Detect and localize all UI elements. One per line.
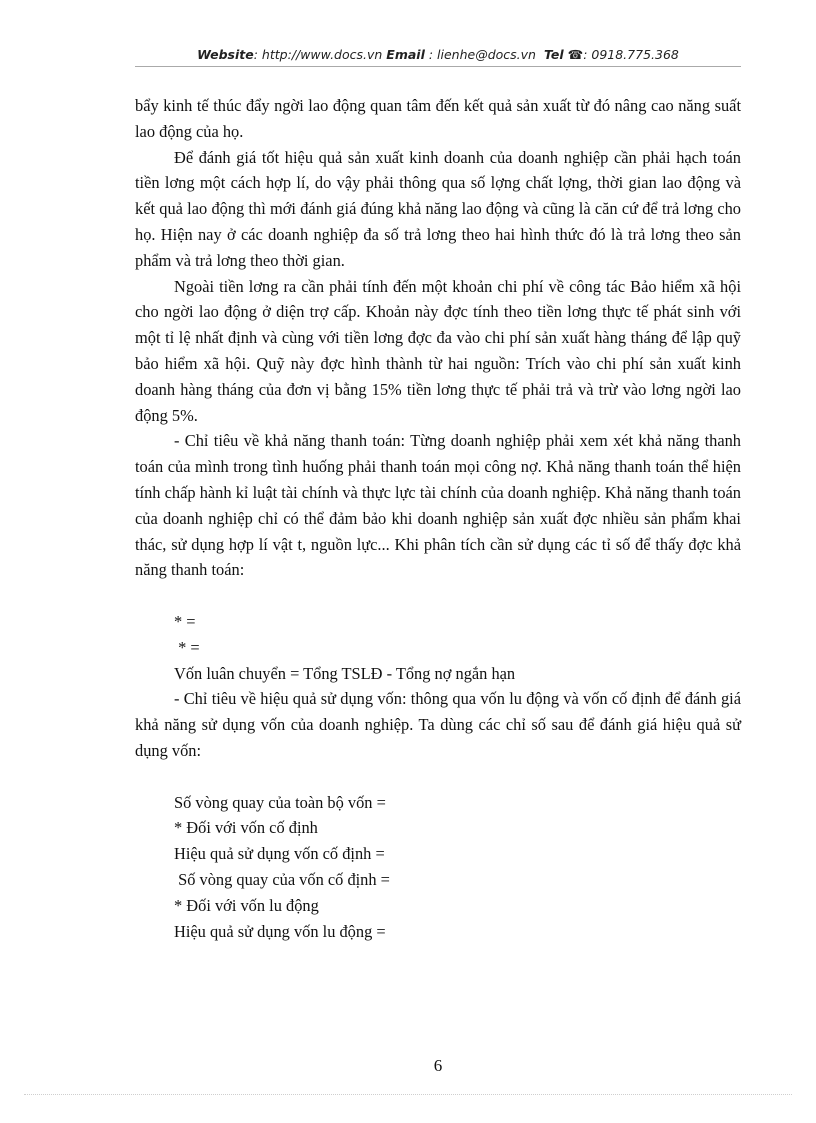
page-bottom-divider xyxy=(24,1094,792,1095)
formula-line: * = xyxy=(174,637,200,657)
paragraph-3: Ngoài tiền lơng ra cần phải tính đến một khoản chi phí về công tác Bảo hiểm xã hội cho ngời lao động ở diện trợ cấp. Khoản này đợc tính theo tiền lơng thực tế phát sinh với một tỉ lệ nhất định và cùng với tiền lơng đợc đa vào chi phí sản xuất hàng tháng để lập quỹ bảo hiểm xã hội. Quỹ này đợc hình thành từ hai nguồn: Trích vào chi phí sản xuất kinh doanh hàng tháng của đơn vị bằng 15% tiền lơng thực tế phải trả và trừ vào lơng ngời lao động 5%. xyxy=(135,276,741,425)
paragraph-5: - Chỉ tiêu về hiệu quả sử dụng vốn: thông qua vốn lu động và vốn cố định để đánh giá khả năng sử dụng vốn của doanh nghiệp. Ta dùng các chỉ số sau để đánh giá hiệu quả sử dụng vốn: xyxy=(135,689,741,760)
formula-line: * = xyxy=(174,611,196,631)
tel-value: : 0918.775.368 xyxy=(583,47,679,62)
paragraph-1: bẩy kinh tế thúc đẩy ngời lao động quan tâm đến kết quả sản xuất từ đó nâng cao năng suất lao động của họ. xyxy=(135,96,741,141)
website-label: Website xyxy=(197,47,254,62)
website-value: : http://www.docs.vn xyxy=(253,47,383,62)
telephone-icon: ☎ xyxy=(567,47,584,62)
formula-line: * Đối với vốn lu động xyxy=(174,895,319,915)
formula-line: Số vòng quay của toàn bộ vốn = xyxy=(174,792,386,812)
blank-line xyxy=(135,764,741,790)
document-body xyxy=(135,93,741,944)
page-number: 6 xyxy=(433,1056,443,1075)
blank-line xyxy=(135,583,741,609)
formula-line: * Đối với vốn cố định xyxy=(174,818,318,838)
page-header xyxy=(135,47,741,62)
tel-label: Tel xyxy=(543,47,564,62)
paragraph-4: - Chỉ tiêu về khả năng thanh toán: Từng doanh nghiệp phải xem xét khả năng thanh toán của mình trong tình huống phải thanh toán mọi công nợ. Khả năng thanh toán thể hiện tính chấp hành kỉ luật tài chính và thực lực tài chính của doanh nghiệp. Khả năng thanh toán của doanh nghiệp chỉ có thể đảm bảo khi doanh nghiệp sản xuất đợc nhiều sản phẩm khai thác, sử dụng hợp lí vật t, nguồn lực... Khi phân tích cần sử dụng các tỉ số để thấy đợc khả năng thanh toán: xyxy=(135,431,741,580)
header-divider xyxy=(135,66,741,67)
email-label: Email xyxy=(386,47,425,62)
formula-line: Số vòng quay của vốn cố định = xyxy=(174,869,390,889)
formula-line: Hiệu quả sử dụng vốn lu động = xyxy=(174,921,386,941)
email-value: : lienhe@docs.vn xyxy=(428,47,536,62)
formula-line: Vốn luân chuyển = Tổng TSLĐ - Tổng nợ ngắn hạn xyxy=(174,663,516,683)
paragraph-2: Để đánh giá tốt hiệu quả sản xuất kinh doanh của doanh nghiệp cần phải hạch toán tiền lơng một cách hợp lí, do vậy phải thông qua số lợng chất lợng, thời gian lao động và kết quả lao động thì mới đánh giá đúng khả năng lao động và cũng là căn cứ để trả lơng cho họ. Hiện nay ở các doanh nghiệp đa số trả lơng theo hai hình thức đó là trả lơng theo sản phẩm và trả lơng theo thời gian. xyxy=(135,147,741,270)
formula-line: Hiệu quả sử dụng vốn cố định = xyxy=(174,844,385,864)
